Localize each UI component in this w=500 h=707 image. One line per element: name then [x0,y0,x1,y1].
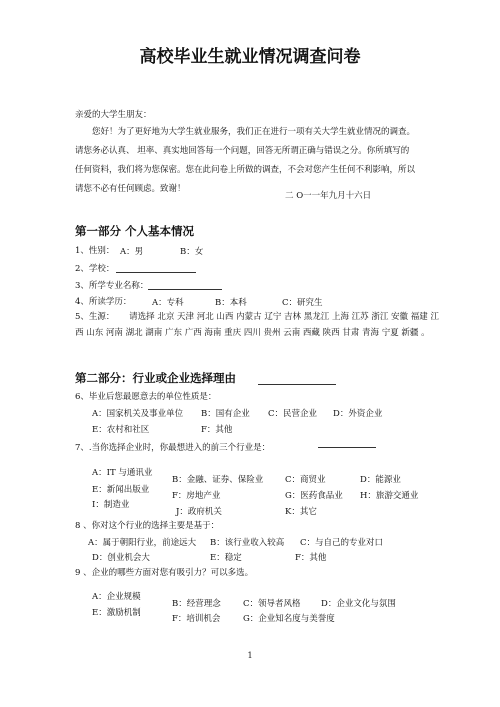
q6-option-e[interactable]: E：农村和社区 [92,425,150,435]
q1-option-b[interactable]: B：女 [180,247,204,257]
part2-heading-underline [258,384,336,385]
q7-answer-line[interactable] [318,447,376,448]
q7-option-f[interactable]: F：房地产业 [172,491,221,501]
q8-option-c[interactable]: C：与自己的专业对口 [300,538,384,548]
q8-option-a[interactable]: A：属于朝阳行业，前途远大 [88,538,197,548]
greeting: 亲爱的大学生朋友： [75,110,152,120]
q6-option-c[interactable]: C：民营企业 [268,409,318,419]
q2-answer-line[interactable] [116,272,196,273]
q9-label: 9 、企业的哪些方面对您有吸引力？可以多选。 [75,568,254,578]
q7-option-d[interactable]: D：能源业 [360,475,401,485]
q9-option-d[interactable]: D：企业文化与氛围 [321,599,396,609]
q7-option-j[interactable]: J：政府机关 [176,507,222,517]
part1-heading: 第一部分 个人基本情况 [75,224,195,238]
part2-heading: 第二部分：行业或企业选择理由 [75,371,236,385]
q6-label: 6、毕业后您最愿意去的单位性质是： [75,392,217,402]
q9-option-b[interactable]: B：经营理念 [172,599,221,609]
q7-option-h[interactable]: H：旅游交通业 [360,491,419,501]
q4-option-b[interactable]: B：本科 [215,298,247,308]
q7-option-a[interactable]: A：IT 与通讯业 [92,468,153,478]
q9-option-a[interactable]: A：企业规模 [92,592,141,602]
q7-option-g[interactable]: G：医药食品业 [285,491,343,501]
q7-option-b[interactable]: B：金融、证券、保险业 [172,475,264,485]
q2-label: 2、学校： [75,264,115,274]
q9-option-f[interactable]: F：培训机会 [172,614,221,624]
q3-label: 3、所学专业名称： [75,281,149,291]
q7-option-c[interactable]: C：商贸业 [285,475,326,485]
q6-option-b[interactable]: B：国有企业 [201,409,250,419]
q8-option-f[interactable]: F：其他 [295,553,327,563]
q9-option-e[interactable]: E：激励机制 [92,608,141,618]
q9-option-g[interactable]: G：企业知名度与美誉度 [243,614,335,624]
q1-option-a[interactable]: A：男 [120,247,144,257]
q7-option-e[interactable]: E：新闻出版业 [92,485,150,495]
q8-label: 8 、你对这个行业的选择主要是基于： [75,521,220,531]
q9-option-c[interactable]: C：领导者风格 [243,599,301,609]
q4-option-a[interactable]: A：专科 [152,298,184,308]
q8-option-d[interactable]: D：创业机会大 [92,553,150,563]
q5-label: 5、生源： [75,312,115,322]
survey-date: 二 O一一年九月十六日 [285,191,372,201]
q3-answer-line[interactable] [148,289,222,290]
intro-paragraph [75,123,415,199]
page-number: 1 [247,651,253,660]
q6-option-f[interactable]: F：其他 [201,425,233,435]
q7-option-k[interactable]: K：其它 [285,507,317,517]
q1-label: 1、性别： [75,246,115,256]
q5-origin [75,309,445,341]
q8-option-e[interactable]: E：稳定 [210,553,242,563]
q5-province-list[interactable]: 请选择 北京 天津 河北 山西 内蒙古 辽宁 吉林 黑龙江 上海 江苏 浙江 安徽 福建 江西 山东 河南 湖北 湖南 广东 广西 海南 重庆 四川 贵州 云南 西藏 陕西 甘肃 青海 宁夏 新疆 。 [75,312,439,338]
intro-text: 您好！为了更好地为大学生就业服务，我们正在进行一项有关大学生就业情况的调查。请您务必认真、 坦率、真实地回答每一个问题，回答无所谓正确与错误之分。你所填写的任何资料，我们将为您保密。您在此问卷上所做的调查，不会对您产生任何不利影响，所以请您不必有任何顾虑。致谢！ [75,127,416,194]
q7-option-i[interactable]: I：制造业 [92,500,130,510]
q6-option-d[interactable]: D：外资企业 [333,409,383,419]
q4-option-c[interactable]: C：研究生 [282,298,323,308]
q8-option-b[interactable]: B：该行业收入较高 [210,538,285,548]
page-title: 高校毕业生就业情况调查问卷 [139,47,361,67]
q4-label: 4、所读学历： [75,297,132,307]
q7-label: 7、.当你选择企业时，你最想进入的前三个行业是： [75,443,271,453]
q6-option-a[interactable]: A：国家机关及事业单位 [92,409,184,419]
